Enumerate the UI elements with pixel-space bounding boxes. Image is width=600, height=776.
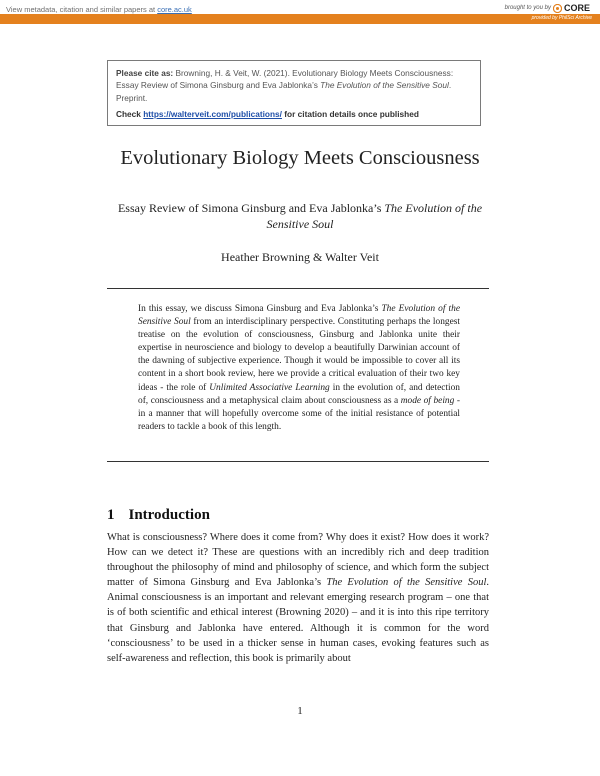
core-label: CORE <box>563 3 590 13</box>
core-logo-icon <box>553 4 562 13</box>
provider-strip <box>0 14 600 24</box>
check-line <box>116 108 472 120</box>
core-logo[interactable] <box>553 3 590 13</box>
metadata-text: View metadata, citation and similar papers at <box>6 5 158 14</box>
check-suffix: for citation details once published <box>281 109 419 120</box>
abstract-text-2: from an interdisciplinary perspective. Constituting perhaps the longest treatise on the evolution of consciousness, Ginsburg and Jablonka unite their expertise in neuroscience and biology to develop a beautifully Darwinian account of the dawning of subjective experience. Though it would be impossible to cover all its content in a short book review, here we provide a critical evaluation of their two key ideas - the role of <box>138 317 460 393</box>
check-prefix: Check <box>116 109 144 120</box>
section-number: 1 <box>107 507 115 523</box>
subtitle-book: The Evolution of the Sensitive Soul <box>266 201 483 231</box>
abstract-bottom-rule <box>107 461 489 462</box>
abstract-ual: Unlimited Associative Learning <box>209 382 330 393</box>
abstract-book-title: The Evolution of the Sensitive Soul <box>138 304 460 328</box>
section-title: Introduction <box>128 507 210 523</box>
abstract <box>138 303 460 434</box>
body-text-1: What is consciousness? Where does it come from? Why does it exist? How does it work? How can we detect it? These are questions with an incredibly rich and deep tradition throughout the philosophy of mind and philosophy of science, and which form the subject matter of Simona Ginsburg and Eva Jablonka’s <box>107 532 489 589</box>
citation-box <box>107 60 481 126</box>
cite-body: Browning, H. & Veit, W. (2021). Evolutionary Biology Meets Consciousness: Essay Review of Simona Ginsburg and Eva Jablonka’s <box>116 68 454 91</box>
cite-lead: Please cite as: <box>116 68 174 78</box>
brought-by <box>505 3 590 13</box>
paper-title: Evolutionary Biology Meets Consciousness <box>120 147 480 169</box>
core-link[interactable]: core.ac.uk <box>157 5 192 14</box>
paper-authors: Heather Browning & Walter Veit <box>221 250 379 264</box>
section-heading <box>107 507 210 524</box>
page-number: 1 <box>297 705 303 717</box>
subtitle-prefix: Essay Review of Simona Ginsburg and Eva Jablonka’s <box>117 201 385 215</box>
publications-link[interactable]: https://walterveit.com/publications/ <box>143 109 282 120</box>
brought-by-text: brought to you by <box>504 5 551 11</box>
citation-text <box>116 67 472 104</box>
abstract-top-rule <box>107 288 489 289</box>
body-book-title: The Evolution of the Sensitive Soul <box>326 577 487 589</box>
body-text-2: . Animal consciousness is an important and relevant emerging research program – one that is of both scientific and ethical interest (Browning 2020) – and it is into this ripe territory that Ginsburg and Jablonka have entered. Although it is common for the word ‘consciousness’ to be used in a thicker sense in human cases, evoking features such as self-awareness and reflection, this book is primarily about <box>107 577 489 664</box>
body-paragraph <box>107 530 489 666</box>
abstract-text-3: in the evolution of, and detection of, consciousness and a metaphysical claim about consciousness as a <box>138 382 460 406</box>
cite-book-title: The Evolution of the Sensitive Soul <box>320 80 449 91</box>
abstract-text-1: In this essay, we discuss Simona Ginsburg and Eva Jablonka’s <box>138 304 382 314</box>
metadata-notice <box>6 5 192 14</box>
abstract-text-4: - in a manner that will hopefully overcome some of the initial resistance of potential readers to tackle a book of this length. <box>138 395 460 432</box>
provided-by: provided by PhilSci Archive <box>531 15 592 21</box>
paper-subtitle <box>110 200 490 232</box>
abstract-mode-of-being: mode of being <box>400 395 455 406</box>
cite-suffix: . Preprint. <box>116 80 452 103</box>
